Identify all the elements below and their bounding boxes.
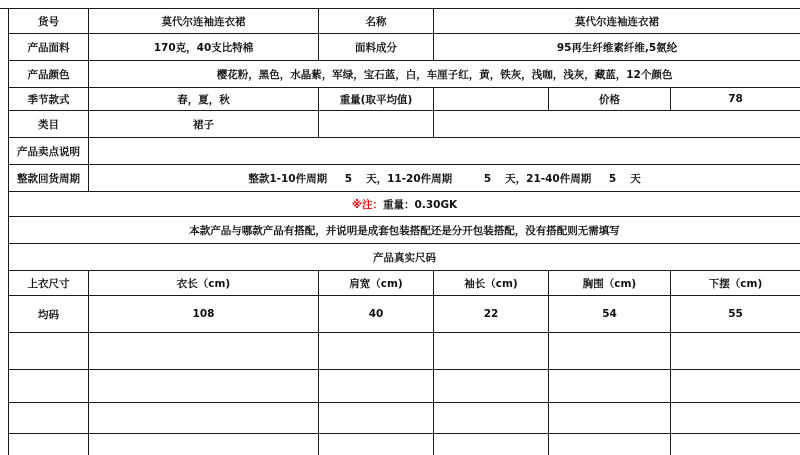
value-colors[interactable]: 樱花粉，黑色，水晶紫，军绿，宝石蓝，白，车厘子红，黄，铁灰，浅咖，浅灰，藏蓝，12个颜色 — [89, 61, 800, 88]
value-composition[interactable]: 95再生纤维素纤维,5氨纶 — [434, 34, 800, 61]
empty-cell[interactable] — [671, 333, 800, 370]
empty-cell[interactable] — [549, 333, 671, 370]
table-row — [9, 434, 800, 455]
size-header-cell[interactable]: 肩宽（cm) — [319, 271, 434, 296]
restock-tier-2-label: 天，11-20件周期 — [366, 172, 453, 185]
table-row — [9, 244, 800, 271]
label-category[interactable]: 类目 — [9, 111, 89, 138]
size-section-title[interactable]: 产品真实尺码 — [9, 244, 800, 271]
empty-cell[interactable] — [89, 370, 319, 403]
value-price[interactable]: 78 — [671, 88, 800, 111]
empty-cell[interactable] — [319, 403, 434, 434]
restock-tier-1-label: 整款1-10件周期 — [248, 172, 328, 185]
restock-unit: 天 — [630, 172, 641, 185]
empty-cell[interactable] — [9, 370, 89, 403]
empty-cell[interactable] — [549, 434, 671, 455]
size-data-row — [9, 296, 800, 333]
empty-cell[interactable] — [9, 333, 89, 370]
empty-cell[interactable] — [9, 434, 89, 455]
table-row — [9, 9, 800, 34]
empty-cell[interactable] — [9, 403, 89, 434]
size-header-row — [9, 271, 800, 296]
label-restock-cycle[interactable]: 整款回货周期 — [9, 165, 89, 192]
table-row — [9, 370, 800, 403]
value-weight-avg[interactable] — [434, 88, 549, 111]
value-item-no[interactable]: 莫代尔连袖连衣裙 — [89, 9, 319, 34]
size-value-cell[interactable]: 40 — [319, 296, 434, 333]
restock-tier-2-days: 5 — [483, 172, 492, 185]
table-row — [9, 217, 800, 244]
size-header-cell[interactable]: 胸围（cm) — [549, 271, 671, 296]
size-header-cell[interactable]: 袖长（cm) — [434, 271, 549, 296]
value-selling-points[interactable] — [89, 138, 800, 165]
restock-tier-3-label: 天，21-40件周期 — [505, 172, 592, 185]
table-row — [9, 88, 800, 111]
empty-cell[interactable] — [319, 333, 434, 370]
size-value-cell[interactable]: 55 — [671, 296, 800, 333]
table-row — [9, 192, 800, 217]
empty-cell[interactable] — [434, 370, 549, 403]
size-value-cell[interactable]: 均码 — [9, 296, 89, 333]
table-row — [9, 138, 800, 165]
empty-cell[interactable] — [89, 403, 319, 434]
label-name[interactable]: 名称 — [319, 9, 434, 34]
label-season[interactable]: 季节款式 — [9, 88, 89, 111]
empty-cell[interactable] — [671, 403, 800, 434]
size-header-cell[interactable]: 上衣尺寸 — [9, 271, 89, 296]
table-row — [9, 34, 800, 61]
empty-cell[interactable] — [319, 434, 434, 455]
restock-tier-3-days: 5 — [608, 172, 617, 185]
size-value-cell[interactable]: 54 — [549, 296, 671, 333]
size-header-cell[interactable]: 下摆（cm) — [671, 271, 800, 296]
empty-cell[interactable] — [671, 370, 800, 403]
size-header-cell[interactable]: 衣长（cm) — [89, 271, 319, 296]
value-name[interactable]: 莫代尔连袖连衣裙 — [434, 9, 800, 34]
table-row — [9, 61, 800, 88]
label-composition[interactable]: 面料成分 — [319, 34, 434, 61]
empty-cell[interactable] — [319, 370, 434, 403]
size-value-cell[interactable]: 22 — [434, 296, 549, 333]
table-row — [9, 165, 800, 192]
empty-cell[interactable] — [319, 111, 434, 138]
table-row — [9, 403, 800, 434]
matching-note[interactable]: 本款产品与哪款产品有搭配，并说明是成套包装搭配还是分开包装搭配，没有搭配则无需填写 — [9, 217, 800, 244]
empty-cell[interactable] — [89, 333, 319, 370]
note-weight[interactable] — [9, 192, 800, 217]
empty-cell[interactable] — [671, 434, 800, 455]
label-price[interactable]: 价格 — [549, 88, 671, 111]
table-row — [9, 333, 800, 370]
note-mark: ※注： — [351, 198, 384, 211]
empty-cell[interactable] — [434, 403, 549, 434]
table-row — [9, 111, 800, 138]
product-info-table — [8, 8, 800, 455]
note-text: 重量：0.30GK — [383, 198, 458, 211]
size-value-cell[interactable]: 108 — [89, 296, 319, 333]
value-category[interactable]: 裙子 — [89, 111, 319, 138]
value-fabric[interactable]: 170克，40支比特棉 — [89, 34, 319, 61]
empty-cell[interactable] — [434, 434, 549, 455]
label-weight-avg[interactable]: 重量(取平均值) — [319, 88, 434, 111]
empty-cell[interactable] — [549, 370, 671, 403]
value-season[interactable]: 春，夏，秋 — [89, 88, 319, 111]
empty-cell[interactable] — [434, 333, 549, 370]
label-fabric[interactable]: 产品面料 — [9, 34, 89, 61]
value-restock-cycle[interactable] — [89, 165, 800, 192]
label-item-no[interactable]: 货号 — [9, 9, 89, 34]
label-colors[interactable]: 产品颜色 — [9, 61, 89, 88]
empty-cell[interactable] — [549, 403, 671, 434]
label-selling-points[interactable]: 产品卖点说明 — [9, 138, 89, 165]
restock-tier-1-days: 5 — [344, 172, 353, 185]
empty-cell[interactable] — [434, 111, 800, 138]
empty-cell[interactable] — [89, 434, 319, 455]
